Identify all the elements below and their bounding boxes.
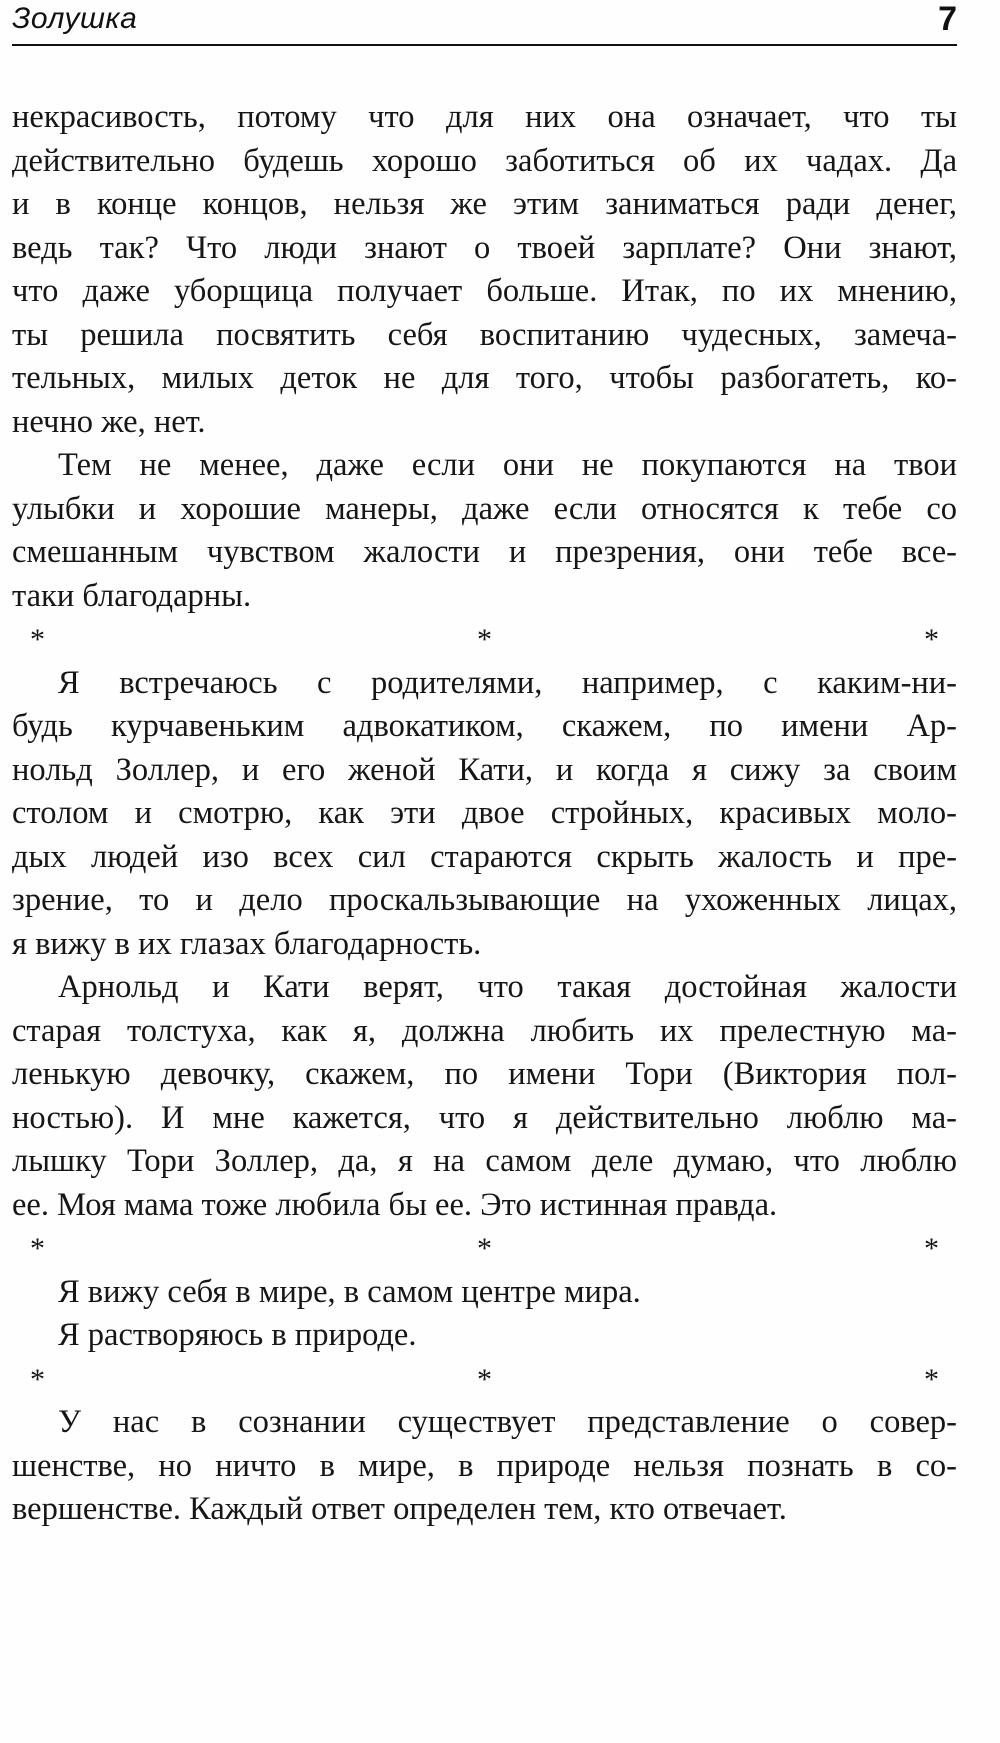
paragraph-3: [12, 662, 957, 967]
paragraph-4: [12, 966, 957, 1227]
text-line: и в конце концов, нельзя же этим заниматься ради денег,: [12, 186, 957, 222]
page-number: 7: [938, 0, 957, 38]
running-header: [12, 0, 957, 46]
running-title: Золушка: [12, 2, 138, 35]
paragraph-1: [12, 96, 957, 444]
text-line: старая толстуха, как я, должна любить их прелестную ма-: [12, 1012, 957, 1049]
text-line: действительно будешь хорошо заботиться об их чадах. Да: [12, 142, 957, 179]
text-line: улыбки и хорошие манеры, даже если относятся к тебе со: [12, 490, 957, 527]
text-line: тельных, милых деток не для того, чтобы разбогатеть, ко-: [12, 360, 957, 396]
paragraph-6: Я растворяюсь в природе.: [58, 1317, 417, 1353]
section-separator: * * *: [30, 623, 957, 656]
text-line: ленькую девочку, скажем, по имени Тори (Виктория пол-: [12, 1056, 957, 1092]
text-line: шенстве, но ничто в мире, в природе нельзя познать в со-: [12, 1447, 957, 1484]
text-line: У нас в сознании существует представление о совер-: [58, 1404, 957, 1440]
text-line: Я встречаюсь с родителями, например, с каким-ни-: [58, 664, 957, 701]
text-line: я вижу в их глазах благодарность.: [12, 925, 482, 962]
section-separator: * * *: [30, 1232, 957, 1265]
text-line: некрасивость, потому что для них она означает, что ты: [12, 99, 957, 135]
text-line: ты решила посвятить себя воспитанию чудесных, замеча-: [12, 316, 957, 353]
text-line: ведь так? Что люди знают о твоей зарплате? Они знают,: [12, 229, 957, 266]
text-line: ее. Моя мама тоже любила бы ее. Это истинная правда.: [12, 1186, 778, 1223]
body-text: [12, 96, 957, 1532]
paragraph-2: [12, 444, 957, 618]
text-line: Тем не менее, даже если они не покупаются на твои: [58, 447, 957, 483]
text-line: нольд Золлер, и его женой Кати, и когда я сижу за своим: [12, 751, 957, 788]
text-line: таки благодарны.: [12, 577, 252, 614]
text-line: дых людей изо всех сил стараются скрыть жалость и пре-: [12, 838, 957, 875]
text-line: нечно же, нет.: [12, 403, 206, 440]
paragraph-7: [12, 1401, 957, 1532]
text-line: зрение, то и дело проскальзывающие на ухоженных лицах,: [12, 882, 957, 918]
text-line: вершенстве. Каждый ответ определен тем, кто отвечает.: [12, 1491, 787, 1527]
text-line: столом и смотрю, как эти двое стройных, красивых моло-: [12, 795, 957, 831]
text-line: смешанным чувством жалости и презрения, они тебе все-: [12, 534, 957, 570]
paragraph-5: Я вижу себя в мире, в самом центре мира.: [58, 1273, 641, 1310]
text-line: Арнольд и Кати верят, что такая достойная жалости: [58, 969, 957, 1005]
text-line: будь курчавеньким адвокатиком, скажем, по имени Ар-: [12, 708, 957, 744]
text-line: лышку Тори Золлер, да, я на самом деле думаю, что люблю: [12, 1143, 957, 1179]
text-line: что даже уборщица получает больше. Итак, по их мнению,: [12, 273, 957, 309]
section-separator: * * *: [30, 1362, 957, 1396]
text-line: ностью). И мне кажется, что я действительно люблю ма-: [12, 1099, 957, 1136]
